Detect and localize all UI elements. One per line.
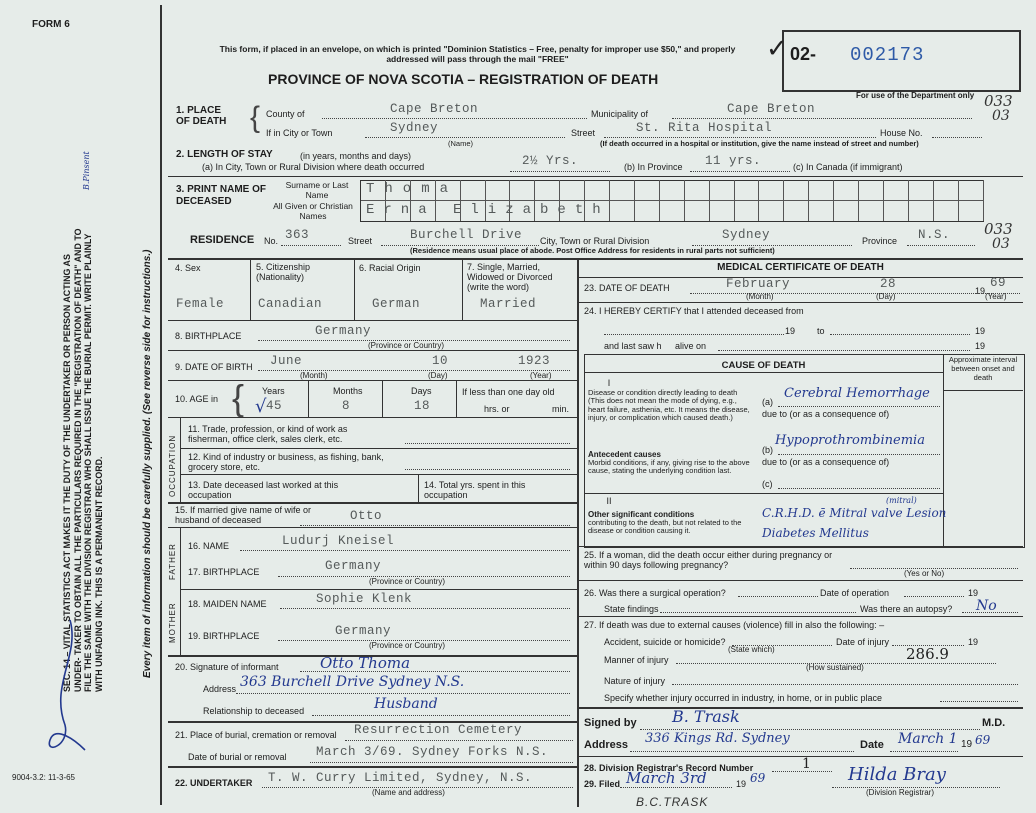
occ-11-label: 11. Trade, profession, or kind of work as fisherman, office clerk, sales clerk, etc. bbox=[188, 424, 348, 444]
sig-address-label: Address bbox=[584, 739, 629, 751]
name-grid-cell-divider bbox=[659, 180, 660, 221]
margin-rule bbox=[160, 5, 162, 805]
father-name-value: Ludurj Kneisel bbox=[282, 534, 395, 548]
stay-sub: (in years, months and days) bbox=[300, 151, 412, 161]
dob-label: 9. DATE OF BIRTH bbox=[175, 362, 253, 372]
undertaker-value: T. W. Curry Limited, Sydney, N.S. bbox=[268, 771, 533, 785]
name-grid-cell-divider bbox=[634, 180, 635, 221]
injury-date-label: Date of injury bbox=[836, 637, 890, 647]
surname-label: Surname or Last Name bbox=[285, 180, 349, 200]
name-grid-cell-divider bbox=[709, 180, 710, 221]
res-street-value: Burchell Drive bbox=[410, 228, 523, 242]
due-to-b: due to (or as a consequence of) bbox=[762, 457, 890, 467]
stay-a-value: 2½ Yrs. bbox=[522, 154, 579, 168]
reg-number: 002173 bbox=[850, 44, 925, 66]
res-no-value: 363 bbox=[285, 228, 310, 242]
direct-cause-label: Disease or condition directly leading to death (This does not mean the mode of dying, e.g., heart failure, asthenia, etc. It means the disease, injury, or complication which caused death.) bbox=[588, 388, 750, 423]
surname-value: Thoma bbox=[366, 181, 459, 197]
residence-note: (Residence means usual place of abode. Post Office Address for residents in rural parts not sufficient) bbox=[410, 246, 775, 255]
form-code: 9004-3.2: 11-3-65 bbox=[12, 773, 76, 782]
res-city-value: Sydney bbox=[722, 228, 771, 242]
margin-initials: B.Pinsent bbox=[82, 151, 91, 190]
city-caption: (Name) bbox=[448, 139, 474, 148]
relationship-value: Husband bbox=[374, 696, 438, 712]
injury-19: 19 bbox=[968, 637, 979, 647]
filed-label: 29. Filed bbox=[584, 779, 621, 789]
yes-no-caption: (Yes or No) bbox=[904, 569, 945, 578]
check-mark: ✓ bbox=[766, 34, 788, 64]
margin-code-2b: 03 bbox=[992, 236, 1010, 252]
res-province-value: N.S. bbox=[918, 228, 951, 242]
sig-date-19: 19 bbox=[961, 739, 973, 750]
mother-bp-label: 19. BIRTHPLACE bbox=[188, 631, 260, 641]
antecedent-label: Morbid conditions, if any, giving rise to the above cause, stating the underlying condition last. bbox=[588, 458, 750, 476]
racial-label: 6. Racial Origin bbox=[359, 263, 421, 273]
municipality-label: Municipality of bbox=[591, 109, 649, 119]
manner-label: Manner of injury bbox=[604, 655, 669, 665]
cause-b-marker: (b) bbox=[762, 445, 773, 455]
days-label: Days bbox=[411, 386, 432, 396]
mail-notice: This form, if placed in an envelope, on which is printed "Dominion Statistics – Free, penalty for improper use $50," and properly addressed will pass through the mail "FREE" bbox=[219, 44, 736, 64]
racial-value: German bbox=[372, 297, 421, 311]
last-saw-label: and last saw h bbox=[604, 341, 662, 351]
dob-year: 1923 bbox=[518, 354, 551, 368]
given-label: All Given or Christian Names bbox=[273, 201, 353, 221]
md-label: M.D. bbox=[982, 717, 1006, 729]
alive-on-label: alive on bbox=[675, 341, 707, 351]
house-label: House No. bbox=[880, 128, 923, 138]
name-grid-cell-divider bbox=[783, 180, 784, 221]
dob-day-caption: (Day) bbox=[428, 371, 448, 380]
specify-label: Specify whether injury occurred in industry, in home, or in public place bbox=[604, 693, 882, 703]
res-street-label: Street bbox=[348, 236, 373, 246]
hrs-label: hrs. or bbox=[484, 404, 510, 414]
other-note: (mitral) bbox=[886, 496, 917, 505]
name-grid-cell-divider bbox=[833, 180, 834, 221]
roman-1: I bbox=[607, 378, 611, 388]
mother-bp-value: Germany bbox=[335, 624, 392, 638]
place-brace: { bbox=[250, 101, 261, 134]
maiden-value: Sophie Klenk bbox=[316, 592, 413, 606]
death-month-caption: (Month) bbox=[746, 292, 774, 301]
years-value: 45 bbox=[266, 399, 283, 413]
marital-label: 7. Single, Married, Widowed or Divorced (write the word) bbox=[467, 262, 553, 292]
burial-place: Resurrection Cemetery bbox=[354, 723, 523, 737]
residence-label: RESIDENCE bbox=[190, 234, 255, 246]
stay-b-label: (b) In Province bbox=[624, 162, 683, 172]
filed-19: 19 bbox=[736, 779, 747, 789]
certify-19c: 19 bbox=[975, 341, 986, 351]
under-day-label: If less than one day old bbox=[462, 387, 555, 397]
father-bp-caption: (Province or Country) bbox=[369, 577, 446, 586]
burial-date: March 3/69. Sydney Forks N.S. bbox=[316, 745, 549, 759]
father-name-label: 16. NAME bbox=[188, 541, 230, 551]
state-which-caption: (State which) bbox=[728, 645, 775, 654]
name-grid-cell-divider bbox=[933, 180, 934, 221]
nature-label: Nature of injury bbox=[604, 676, 666, 686]
certify-label: 24. I HEREBY CERTIFY that I attended deceased from bbox=[584, 306, 804, 316]
name-grid-cell-divider bbox=[883, 180, 884, 221]
margin-code-1: 033 bbox=[984, 92, 1013, 110]
certify-19b: 19 bbox=[975, 326, 986, 336]
certify-19a: 19 bbox=[785, 326, 796, 336]
medical-header: MEDICAL CERTIFICATE OF DEATH bbox=[717, 262, 884, 273]
name-grid-cell-divider bbox=[983, 180, 984, 221]
certify-to: to bbox=[817, 326, 825, 336]
death-year-caption: (Year) bbox=[985, 292, 1007, 301]
birthplace-label: 8. BIRTHPLACE bbox=[175, 331, 242, 341]
burial-date-label: Date of burial or removal bbox=[188, 752, 287, 762]
spouse-label: 15. If married give name of wife or husband of deceased bbox=[175, 505, 312, 525]
page-title: PROVINCE OF NOVA SCOTIA – REGISTRATION OF DEATH bbox=[268, 71, 659, 87]
place-label: 1. PLACE OF DEATH bbox=[176, 105, 227, 127]
father-bp-label: 17. BIRTHPLACE bbox=[188, 567, 260, 577]
name-grid-cell-divider bbox=[858, 180, 859, 221]
q27-label: 27. If death was due to external causes (violence) fill in also the following: – bbox=[584, 620, 885, 630]
form-number: FORM 6 bbox=[32, 19, 70, 30]
years-label: Years bbox=[262, 386, 285, 396]
death-day: 28 bbox=[880, 277, 897, 291]
occ-14-label: 14. Total yrs. spent in this occupation bbox=[424, 480, 526, 500]
signed-by-label: Signed by bbox=[584, 717, 637, 729]
physician-signature: B. Trask bbox=[672, 707, 740, 726]
dept-use: For use of the Department only bbox=[856, 91, 975, 100]
record-number: 1 bbox=[802, 756, 811, 772]
death-day-caption: (Day) bbox=[876, 292, 896, 301]
roman-2: II bbox=[606, 496, 612, 506]
cause-a-value: Cerebral Hemorrhage bbox=[784, 386, 930, 401]
occupation-vertical: OCCUPATION bbox=[168, 434, 177, 497]
street-label: Street bbox=[571, 128, 596, 138]
age-check: √ bbox=[255, 396, 267, 417]
cause-c-marker: (c) bbox=[762, 479, 773, 489]
birthplace-value: Germany bbox=[315, 324, 372, 338]
other-label: contributing to the death, but not related to the disease or condition causing it. bbox=[588, 518, 742, 536]
autopsy-label: Was there an autopsy? bbox=[860, 604, 953, 614]
dob-year-caption: (Year) bbox=[530, 371, 552, 380]
informant-label: 20. Signature of informant bbox=[175, 662, 279, 672]
code-value: 286.9 bbox=[906, 645, 949, 663]
name-grid-cell-divider bbox=[808, 180, 809, 221]
municipality-value: Cape Breton bbox=[727, 102, 816, 116]
margin-code-1b: 03 bbox=[992, 108, 1010, 124]
sig-date-label: Date bbox=[860, 739, 884, 751]
stay-c-label: (c) In Canada (if immigrant) bbox=[793, 162, 903, 172]
stay-b-value: 11 yrs. bbox=[705, 154, 762, 168]
name-grid-cell-divider bbox=[758, 180, 759, 221]
dob-day: 10 bbox=[432, 354, 449, 368]
city-label: If in City or Town bbox=[266, 128, 333, 138]
death-year-prefix: 19 bbox=[975, 286, 986, 296]
sex-label: 4. Sex bbox=[175, 263, 201, 273]
father-vertical: FATHER bbox=[168, 543, 177, 580]
other-title: Other significant conditions bbox=[588, 510, 695, 519]
relationship-label: Relationship to deceased bbox=[203, 706, 305, 716]
place-note: (If death occurred in a hospital or institution, give the name instead of street and number) bbox=[600, 139, 919, 148]
burial-label: 21. Place of burial, cremation or removal bbox=[175, 730, 337, 740]
dob-month-caption: (Month) bbox=[300, 371, 328, 380]
physician-address: 336 Kings Rd. Sydney bbox=[645, 731, 790, 746]
stay-a-label: (a) In City, Town or Rural Division where death occurred bbox=[202, 162, 425, 172]
op-date-label: Date of operation bbox=[820, 588, 890, 598]
min-label: min. bbox=[552, 404, 570, 414]
cause-header: CAUSE OF DEATH bbox=[721, 360, 806, 371]
cause-a-marker: (a) bbox=[762, 397, 773, 407]
trask-stamp: B.C.TRASK bbox=[636, 795, 709, 809]
name-grid-cell-divider bbox=[908, 180, 909, 221]
name-grid-cell-divider bbox=[684, 180, 685, 221]
months-value: 8 bbox=[342, 399, 351, 413]
citizenship-value: Canadian bbox=[258, 297, 323, 311]
name-label: 3. PRINT NAME OF DECEASED bbox=[176, 184, 267, 207]
findings-label: State findings bbox=[604, 604, 659, 614]
father-bp-value: Germany bbox=[325, 559, 382, 573]
city-value: Sydney bbox=[390, 121, 439, 135]
stay-label: 2. LENGTH OF STAY bbox=[176, 149, 273, 160]
margin-signature bbox=[40, 615, 90, 765]
autopsy-value: No bbox=[976, 598, 997, 614]
q26-label: 26. Was there a surgical operation? bbox=[584, 588, 726, 598]
informant-address-label: Address bbox=[203, 684, 237, 694]
months-label: Months bbox=[333, 386, 363, 396]
birthplace-caption: (Province or Country) bbox=[368, 341, 445, 350]
days-value: 18 bbox=[414, 399, 431, 413]
res-province-label: Province bbox=[862, 236, 898, 246]
maiden-label: 18. MAIDEN NAME bbox=[188, 599, 267, 609]
county-value: Cape Breton bbox=[390, 102, 479, 116]
mother-vertical: MOTHER bbox=[168, 602, 177, 643]
other-condition-2: Diabetes Mellitus bbox=[762, 526, 869, 540]
reg-prefix: 02- bbox=[790, 44, 817, 64]
street-value: St. Rita Hospital bbox=[636, 121, 773, 135]
occ-13-label: 13. Date deceased last worked at this occupation bbox=[188, 480, 339, 500]
antecedent-title: Antecedent causes bbox=[588, 450, 661, 459]
res-city-label: City, Town or Rural Division bbox=[540, 236, 650, 246]
undertaker-label: 22. UNDERTAKER bbox=[175, 778, 253, 788]
mother-bp-caption: (Province or Country) bbox=[369, 641, 446, 650]
informant-signature: Otto Thoma bbox=[320, 654, 411, 672]
cause-b-value: Hypoprothrombinemia bbox=[775, 433, 925, 448]
name-grid-cell-divider bbox=[734, 180, 735, 221]
name-grid-cell-divider bbox=[958, 180, 959, 221]
given-value: Erna Elizabeth bbox=[366, 202, 610, 218]
q25-label: 25. If a woman, did the death occur either during pregnancy or within 90 days following pregnancy? bbox=[584, 550, 833, 570]
citizenship-label: 5. Citizenship (Nationality) bbox=[256, 262, 311, 282]
informant-address: 363 Burchell Drive Sydney N.S. bbox=[240, 674, 465, 690]
record-number-label: 28. Division Registrar's Record Number bbox=[584, 763, 754, 773]
other-condition-1: C.R.H.D. ē Mitral valve Lesion bbox=[762, 506, 947, 520]
age-label: 10. AGE in bbox=[175, 394, 219, 404]
accident-label: Accident, suicide or homicide? bbox=[604, 637, 726, 647]
sig-date-year: 69 bbox=[975, 733, 991, 747]
registrar-caption: (Division Registrar) bbox=[866, 788, 935, 797]
filed-date: March 3rd bbox=[626, 769, 707, 787]
sex-value: Female bbox=[176, 297, 225, 311]
death-year: 69 bbox=[990, 276, 1007, 290]
registrar-signature: Hilda Bray bbox=[848, 764, 946, 785]
death-month: February bbox=[726, 277, 791, 291]
age-brace: { bbox=[232, 377, 245, 418]
due-to-a: due to (or as a consequence of) bbox=[762, 409, 890, 419]
margin-code-2: 033 bbox=[984, 220, 1013, 238]
filed-year: 69 bbox=[750, 771, 766, 785]
sec14-notice: SEC. 14 – VITAL STATISTICS ACT MAKES IT THE DUTY OF THE UNDERTAKER OR PERSON ACTING AS UNDER- TAKER TO OBTAIN ALL THE PARTICULARS REQUIRED IN THE "REGISTRATION OF DEATH" AND TO FILE THE SAME WITH THE DIVISION REGISTRAR WHO SHALL ISSUE THE BURIAL PERMIT. WRITE PLAINLY WITH UNFADING INK. THIS IS A PERMANENT RECORD. bbox=[62, 228, 104, 692]
op-19: 19 bbox=[968, 588, 979, 598]
spouse-value: Otto bbox=[350, 509, 383, 523]
undertaker-caption: (Name and address) bbox=[372, 788, 445, 797]
marital-value: Married bbox=[480, 297, 537, 311]
instructions-notice: Every item of information should be carefully supplied. (See reverse side for instructions.) bbox=[142, 249, 153, 678]
occ-12-label: 12. Kind of industry or business, as fishing, bank, grocery store, etc. bbox=[188, 452, 384, 472]
sig-date-value: March 1 bbox=[898, 731, 958, 747]
dob-month: June bbox=[270, 354, 303, 368]
county-label: County of bbox=[266, 109, 305, 119]
res-no-label: No. bbox=[264, 236, 279, 246]
sustained-caption: (How sustained) bbox=[806, 663, 864, 672]
death-date-label: 23. DATE OF DEATH bbox=[584, 283, 670, 293]
interval-header: Approximate interval between onset and death bbox=[948, 355, 1018, 382]
